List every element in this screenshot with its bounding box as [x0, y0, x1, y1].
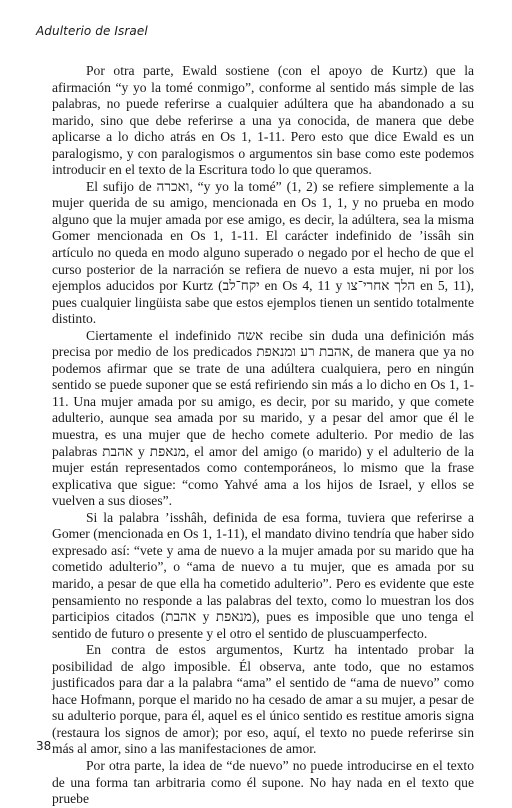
body-text — [52, 63, 474, 808]
paragraph: Ciertamente el indefinido ‏אשה‎ recibe sin duda una definición más precisa por medio de los predicados ‏אהבת רע ומנאפת‎, de manera que ya no podemos afirmar que se trate de una adúltera cualquiera, pero en ningún sentido se puede suponer que se está refiriendo sin más a lo dicho en Os 1, 1-11. Una mujer amada por su amigo, es decir, por su marido, y que comete adulterio, aunque sea amada por su marido, y a pesar del amor que él le muestra, es una mujer que de hecho comete adulterio. Por medio de las palabras ‏אהבת‎ y ‏מנאפת‎, el amor del amigo (o marido) y el adulterio de la mujer están representados como contemporáneos, lo mismo que la frase explicativa que sigue: “como Yahvé ama a los hijos de Israel, y ellos se vuelven a sus dioses”. — [52, 327, 475, 509]
page-number: 38 — [36, 739, 52, 753]
running-head: Adulterio de Israel — [36, 24, 148, 38]
paragraph: Por otra parte, Ewald sostiene (con el apoyo de Kurtz) que la afirmación “y yo la tomé conmigo”, conforme al sentido más simple de las palabras, no puede referirse a cualquier adúltera que ha abandonado a su marido, sino que debe referirse a una ya conocida, de manera que debe aplicarse a lo dicho atrás en Os 1, 1-11. Pero esto que dice Ewald es un paralogismo, y con paralogismos o argumentos sin base como este podemos introducir en el texto de la Escritura todo lo que queramos. — [52, 63, 474, 178]
paragraph: Si la palabra ’isshâh, definida de esa forma, tuviera que referirse a Gomer (mencionada en Os 1, 1-11), el mandato divino tendría que haber sido expresado así: “vete y ama de nuevo a la mujer amada por su marido que ha cometido adulterio”, o “ama de nuevo a tu mujer, que es amada por su marido, a pesar de que ella ha cometido adulterio”. Pero es evidente que este pensamiento no responde a las palabras del texto, como lo muestran los dos participios citados (‏אהבת‎ y ‏מנאפת‎), pues es imposible que uno tenga el sentido de futuro o presente y el otro el sentido de pluscuamperfecto. — [52, 509, 475, 641]
paragraph: El sufijo de ‏ואכרה‎, “y yo la tomé” (1, 2) se refiere simplemente a la mujer querida de su amigo, mencionada en Os 1, 1, y no prueba en modo alguno que la mujer amada por ese amigo, es decir, la adúltera, sea la misma Gomer mencionada en Os 1, 1-11. El carácter indefinido de ’issâh sin artículo no queda en modo alguno superado o negado por el hecho de que el curso posterior de la narración se refiera de nuevo a esta mujer, ni por los ejemplos aducidos por Kurtz (‏יקח־לב‎ en Os 4, 11 y ‏הלך אחרי־צו‎ en 5, 11), pues cualquier lingüista sabe que estos ejemplos tienen un sentido totalmente distinto. — [52, 178, 474, 327]
paragraph: Por otra parte, la idea de “de nuevo” no puede introducirse en el texto de una forma tan arbitraria como él supone. No hay nada en el texto que pruebe — [52, 757, 474, 807]
paragraph: En contra de estos argumentos, Kurtz ha intentado probar la posibilidad de algo imposible. Él observa, ante todo, que no estamos justificados para dar a la palabra “ama” el sentido de “ama de nuevo” como hace Hofmann, porque el marido no ha cesado de amar a su mujer, a pesar de su adulterio porque, para él, aquel es el único sentido es restitue amoris signa (restaura los signos de amor); por eso, aquí, el texto no puede referirse sin más al amor, sino a las manifestaciones de amor. — [52, 642, 474, 757]
